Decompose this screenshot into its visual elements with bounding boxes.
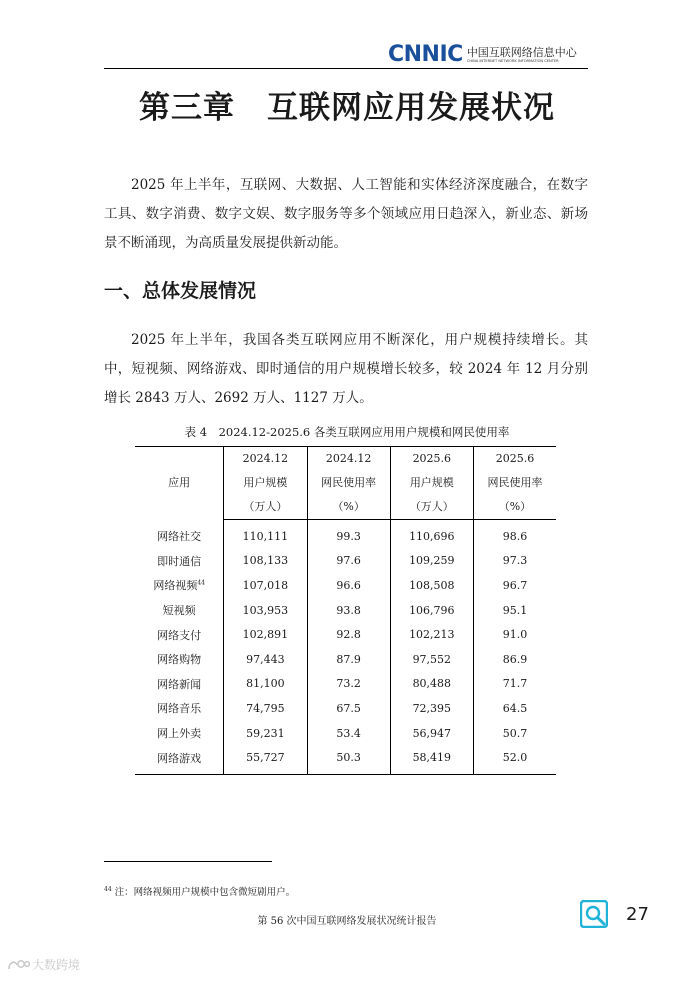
table-row bbox=[135, 622, 556, 647]
header-app: 应用 bbox=[135, 447, 224, 520]
header-col1-metric: 用户规模 bbox=[224, 471, 307, 495]
table-row bbox=[135, 549, 556, 574]
header-rule bbox=[104, 68, 588, 69]
cell-rate-2025: 52.0 bbox=[473, 745, 556, 774]
cell-app: 网络社交 bbox=[135, 520, 224, 549]
cell-users-2024: 110,111 bbox=[224, 520, 307, 549]
org-name-en: CHINA INTERNET NETWORK INFORMATION CENTER bbox=[466, 58, 559, 63]
cell-users-2024: 59,231 bbox=[224, 721, 307, 746]
cell-users-2025: 102,213 bbox=[390, 622, 473, 647]
cell-rate-2025: 64.5 bbox=[502, 701, 528, 715]
cell-users-2024: 74,795 bbox=[224, 696, 307, 721]
header-col3-metric: 用户规模 bbox=[390, 471, 473, 495]
cell-rate-2024: 67.5 bbox=[307, 696, 390, 721]
header-col4-date: 2025.6 bbox=[473, 447, 556, 472]
report-magnifier-icon bbox=[580, 900, 608, 928]
cell-users-2024: 81,100 bbox=[224, 672, 307, 697]
section-heading: 一、总体发展情况 bbox=[104, 280, 257, 302]
header-col3-unit: （万人） bbox=[390, 495, 473, 520]
cell-rate-2024: 73.2 bbox=[307, 672, 390, 697]
cell-app: 网上外卖 bbox=[135, 721, 224, 746]
cell-app bbox=[135, 573, 224, 598]
cell-rate-2025: 98.6 bbox=[502, 529, 528, 543]
table-header-row bbox=[135, 447, 556, 472]
footnote-text: 注：网络视频用户规模中包含微短剧用户。 bbox=[114, 887, 296, 898]
cell-users-2024: 97,443 bbox=[224, 647, 307, 672]
table-row bbox=[135, 721, 556, 746]
cell-app: 即时通信 bbox=[135, 549, 224, 574]
cell-users-2024: 108,133 bbox=[224, 549, 307, 574]
cell-rate-2025: 97.3 bbox=[502, 554, 528, 568]
intro-paragraph: 2025 年上半年，互联网、大数据、人工智能和实体经济深度融合，在数字工具、数字消费、数字文娱、数字服务等多个领域应用日趋深入，新业态、新场景不断涌现，为高质量发展提供新动能。 bbox=[104, 177, 588, 251]
cell-users-2024: 102,891 bbox=[224, 622, 307, 647]
cell-app: 网络新闻 bbox=[135, 672, 224, 697]
watermark bbox=[6, 956, 80, 973]
cell-rate-2025: 91.0 bbox=[502, 628, 528, 642]
chapter-title: 第三章 互联网应用发展状况 bbox=[139, 90, 555, 126]
cell-users-2025: 110,696 bbox=[390, 520, 473, 549]
cell-rate-2024: 92.8 bbox=[307, 622, 390, 647]
table-row bbox=[135, 745, 556, 774]
table-row bbox=[135, 672, 556, 697]
org-name bbox=[467, 47, 577, 64]
footnote bbox=[104, 884, 295, 898]
header-col2-metric: 网民使用率 bbox=[307, 471, 390, 495]
cell-app: 短视频 bbox=[135, 598, 224, 623]
header-col2-date: 2024.12 bbox=[307, 447, 390, 472]
header-logo bbox=[388, 44, 577, 66]
cell-app: 网络支付 bbox=[135, 622, 224, 647]
cell-users-2025: 106,796 bbox=[390, 598, 473, 623]
cell-app-label: 网络视频 bbox=[153, 579, 198, 593]
table-row bbox=[135, 696, 556, 721]
header-col2-unit: （%） bbox=[307, 495, 390, 520]
cell-rate-2024: 53.4 bbox=[307, 721, 390, 746]
usage-table bbox=[135, 446, 556, 775]
cell-users-2025: 58,419 bbox=[390, 745, 473, 774]
cell-rate-2024: 96.6 bbox=[307, 573, 390, 598]
cnnic-logo-text: CNNIC bbox=[388, 42, 463, 67]
cell-rate-2025: 95.1 bbox=[502, 603, 528, 617]
cell-rate-2024: 93.8 bbox=[307, 598, 390, 623]
table-row bbox=[135, 647, 556, 672]
cell-rate-2024: 97.6 bbox=[307, 549, 390, 574]
header-col4-metric: 网民使用率 bbox=[487, 476, 543, 489]
cell-rate-2024: 87.9 bbox=[307, 647, 390, 672]
cell-rate-2025: 50.7 bbox=[502, 726, 528, 740]
cell-users-2024: 107,018 bbox=[224, 573, 307, 598]
footnote-marker: 44 bbox=[104, 885, 112, 893]
header-col4-unit: （%） bbox=[473, 495, 556, 520]
header-col1-unit: （万人） bbox=[224, 495, 307, 520]
cell-app: 网络游戏 bbox=[135, 745, 224, 774]
table-row bbox=[135, 573, 556, 598]
cell-rate-2025: 71.7 bbox=[502, 677, 528, 691]
cell-users-2025: 72,395 bbox=[390, 696, 473, 721]
footnote-ref: 44 bbox=[197, 579, 205, 587]
cell-users-2025: 109,259 bbox=[390, 549, 473, 574]
cell-users-2025: 97,552 bbox=[390, 647, 473, 672]
watermark-text: 大数跨境 bbox=[32, 958, 81, 972]
org-name-cn: 中国互联网络信息中心 bbox=[466, 45, 577, 59]
cell-users-2024: 103,953 bbox=[224, 598, 307, 623]
table-row bbox=[135, 520, 556, 549]
cell-app: 网络购物 bbox=[135, 647, 224, 672]
footnote-rule bbox=[104, 861, 272, 862]
table-caption: 表 4 2024.12-2025.6 各类互联网应用用户规模和网民使用率 bbox=[184, 425, 510, 439]
cell-app: 网络音乐 bbox=[135, 696, 224, 721]
header-col1-date: 2024.12 bbox=[224, 447, 307, 472]
cell-users-2025: 56,947 bbox=[390, 721, 473, 746]
table-row bbox=[135, 598, 556, 623]
cell-rate-2024: 50.3 bbox=[307, 745, 390, 774]
cell-rate-2025: 86.9 bbox=[502, 652, 528, 666]
section-paragraph: 2025 年上半年，我国各类互联网应用不断深化，用户规模持续增长。其中，短视频、网络游戏、即时通信的用户规模增长较多，较 2024 年 12 月分别增长 2843 万人、2692 万人、1127 万人。 bbox=[104, 332, 588, 406]
header-col3-date: 2025.6 bbox=[390, 447, 473, 472]
cell-users-2025: 108,508 bbox=[390, 573, 473, 598]
cell-users-2024: 55,727 bbox=[224, 745, 307, 774]
cell-users-2025: 80,488 bbox=[390, 672, 473, 697]
cell-rate-2025: 96.7 bbox=[502, 578, 528, 592]
watermark-logo-icon bbox=[6, 958, 30, 972]
footer-report-title: 第 56 次中国互联网络发展状况统计报告 bbox=[257, 916, 437, 927]
page-number: 27 bbox=[626, 904, 649, 925]
cell-rate-2024: 99.3 bbox=[307, 520, 390, 549]
